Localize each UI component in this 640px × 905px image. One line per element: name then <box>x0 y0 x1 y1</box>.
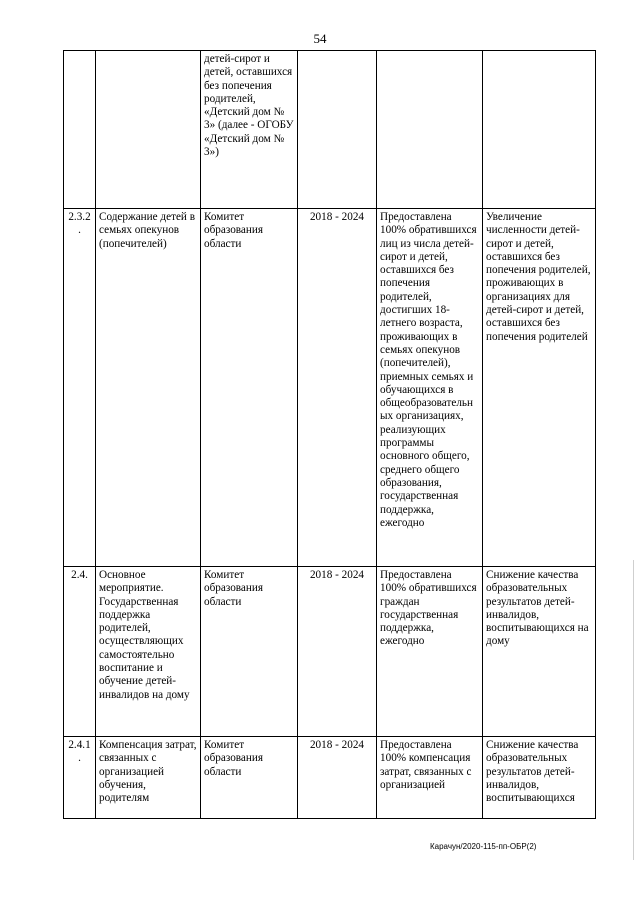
activity-name-cell: Содержание детей в семьях опекунов (попечителей) <box>96 209 201 567</box>
executor-cell: Комитет образования области <box>201 567 298 737</box>
table-row <box>64 51 596 209</box>
result-cell: Предоставлена 100% обратившихся лиц из числа детей-сирот и детей, оставшихся без попечения родителей, достигших 18-летнего возраста, проживающих в семьях опекунов (попечителей), приемных семьях и обучающихся в общеобразовательных организациях, реализующих программы основного общего, среднего общего образования, государственная поддержка, ежегодно <box>377 209 483 567</box>
row-number-cell <box>64 51 96 209</box>
page-number: 54 <box>313 31 327 46</box>
period-cell <box>298 51 377 209</box>
scan-edge-line <box>633 560 634 860</box>
result-cell <box>377 51 483 209</box>
row-number-cell: 2.4. <box>64 567 96 737</box>
activity-name-cell: Компенсация затрат, связанных с организацией обучения, родителям <box>96 737 201 819</box>
consequence-cell: Снижение качества образовательных результатов детей-инвалидов, воспитывающихся <box>483 737 596 819</box>
result-cell: Предоставлена 100% компенсация затрат, связанных с организацией <box>377 737 483 819</box>
row-number-cell: 2.4.1. <box>64 737 96 819</box>
activity-name-cell <box>96 51 201 209</box>
table-row <box>64 737 596 819</box>
document-code: Карачун/2020-115-пп-ОБР(2) <box>430 842 537 851</box>
row-number-cell: 2.3.2. <box>64 209 96 567</box>
period-cell: 2018 - 2024 <box>298 567 377 737</box>
period-cell: 2018 - 2024 <box>298 209 377 567</box>
activity-name-cell: Основное мероприятие. Государственная поддержка родителей, осуществляющих самостоятельно воспитание и обучение детей-инвалидов на дому <box>96 567 201 737</box>
executor-cell: Комитет образования области <box>201 737 298 819</box>
period-cell: 2018 - 2024 <box>298 737 377 819</box>
executor-cell: детей-сирот и детей, оставшихся без попечения родителей, «Детский дом № 3» (далее - ОГОБУ «Детский дом № 3») <box>201 51 298 209</box>
consequence-cell: Снижение качества образовательных результатов детей-инвалидов, воспитывающихся на дому <box>483 567 596 737</box>
program-table <box>63 50 596 819</box>
table-row <box>64 567 596 737</box>
table-row <box>64 209 596 567</box>
consequence-cell <box>483 51 596 209</box>
executor-cell: Комитет образования области <box>201 209 298 567</box>
result-cell: Предоставлена 100% обратившихся граждан государственная поддержка, ежегодно <box>377 567 483 737</box>
consequence-cell: Увеличение численности детей-сирот и детей, оставшихся без попечения родителей, проживающих в организациях для детей-сирот и детей, оставшихся без попечения родителей <box>483 209 596 567</box>
